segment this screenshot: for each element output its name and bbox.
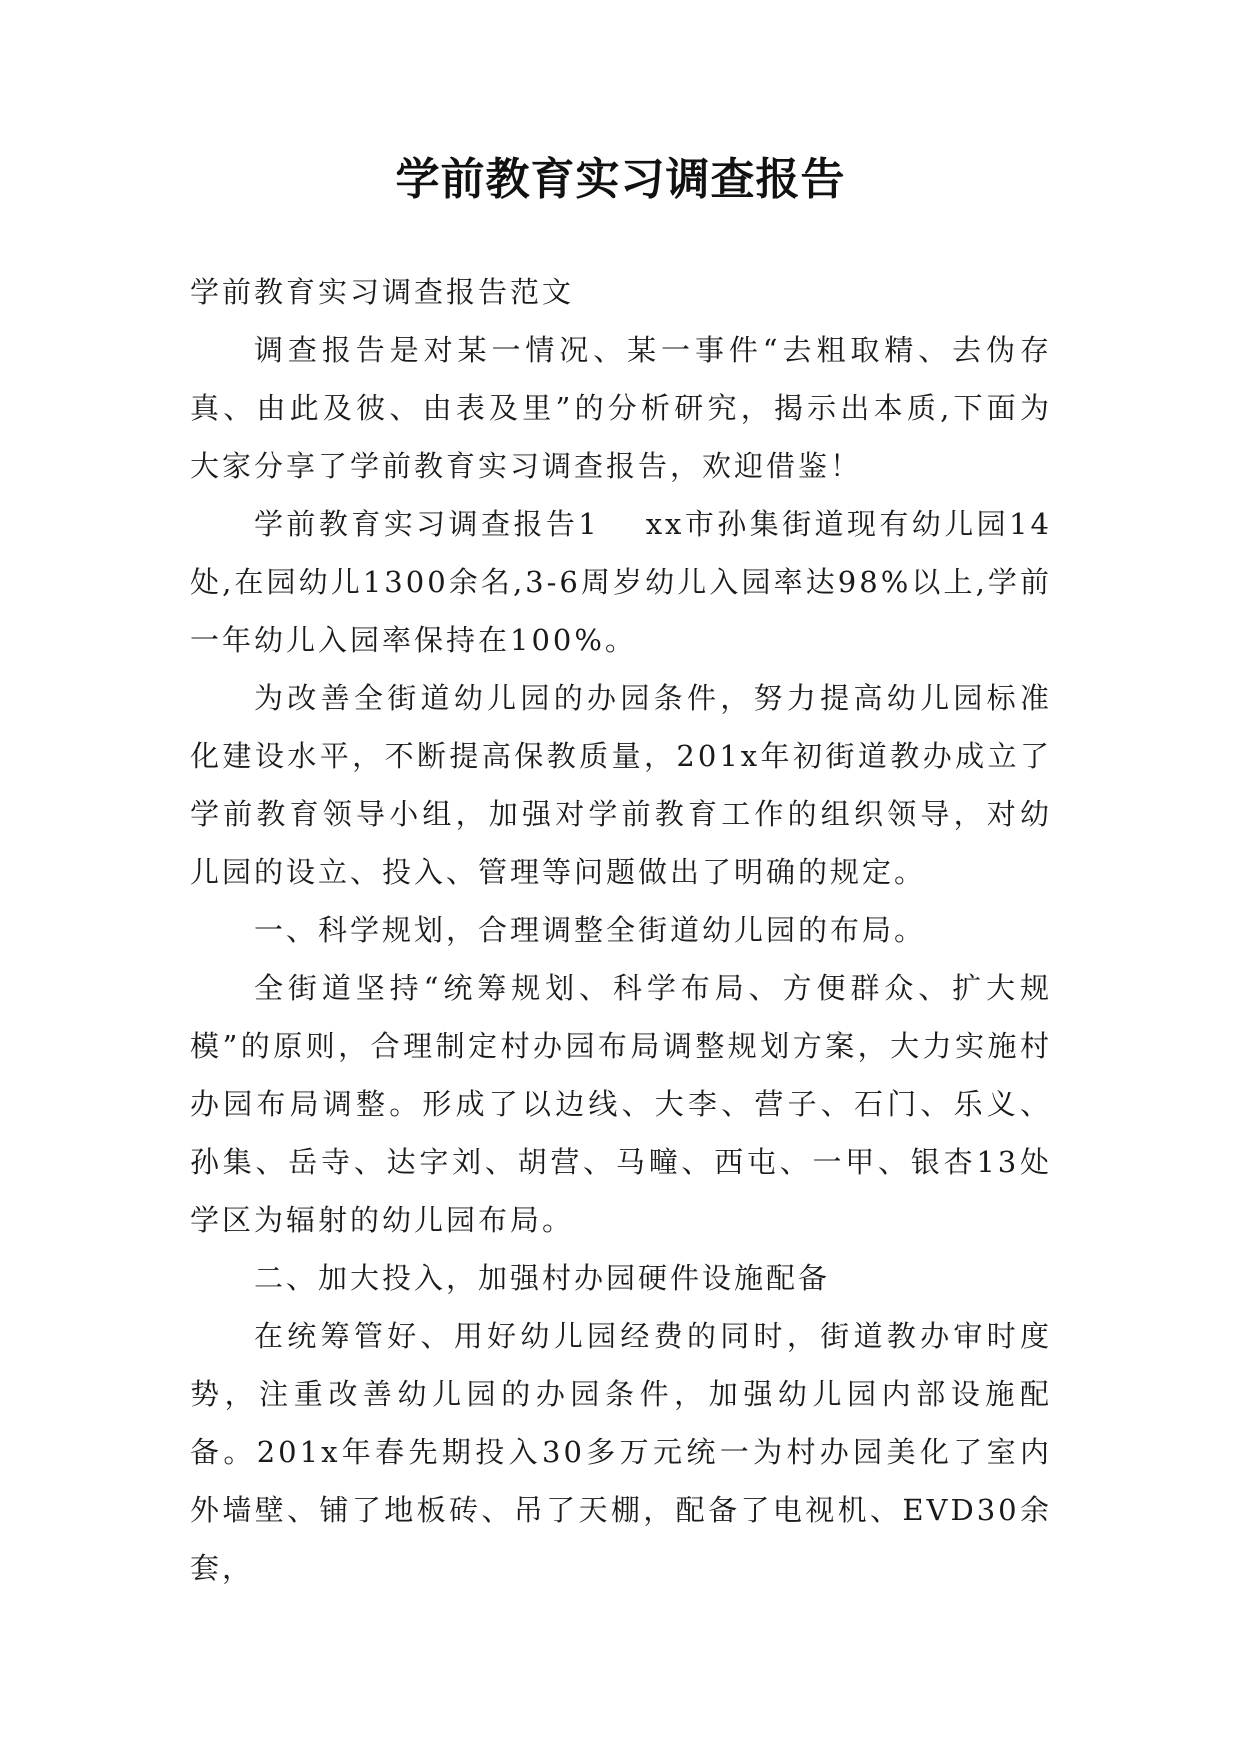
document-subtitle: 学前教育实习调查报告范文 — [190, 275, 575, 309]
paragraph-intro: 调查报告是对某一情况、某一事件“去粗取精、去伪存真、由此及彼、由表及里”的分析研究，揭示出本质,下面为大家分享了学前教育实习调查报告，欢迎借鉴！ — [190, 333, 1052, 483]
document-body — [190, 263, 1052, 1597]
section-heading-investment: 二、加大投入，加强村办园硬件设施配备 — [254, 1261, 831, 1295]
paragraph-leadership: 为改善全街道幼儿园的办园条件，努力提高幼儿园标准化建设水平，不断提高保教质量，201x年初街道教办成立了学前教育领导小组，加强对学前教育工作的组织领导，对幼儿园的设立、投入、管理等问题做出了明确的规定。 — [190, 681, 1052, 889]
document-title: 学前教育实习调查报告 — [395, 154, 846, 205]
report-heading: 学前教育实习调查报告1 — [254, 507, 600, 541]
section-heading-planning: 一、科学规划，合理调整全街道幼儿园的布局。 — [254, 913, 927, 947]
paragraph-investment: 在统筹管好、用好幼儿园经费的同时，街道教办审时度势，注重改善幼儿园的办园条件，加强幼儿园内部设施配备。201x年春先期投入30多万元统一为村办园美化了室内外墙壁、铺了地板砖、吊了天棚，配备了电视机、EVD30余套， — [190, 1319, 1052, 1585]
paragraph-statistics — [190, 495, 1052, 669]
paragraph-planning: 全街道坚持“统筹规划、科学布局、方便群众、扩大规模”的原则，合理制定村办园布局调整规划方案，大力实施村办园布局调整。形成了以边线、大李、营子、石门、乐义、孙集、岳寺、达字刘、胡营、马疃、西屯、一甲、银杏13处学区为辐射的幼儿园布局。 — [190, 971, 1052, 1237]
statistics-text: xx市孙集街道现有幼儿园14处,在园幼儿1300余名,3-6周岁幼儿入园率达98%以上,学前一年幼儿入园率保持在100%。 — [190, 507, 1052, 657]
